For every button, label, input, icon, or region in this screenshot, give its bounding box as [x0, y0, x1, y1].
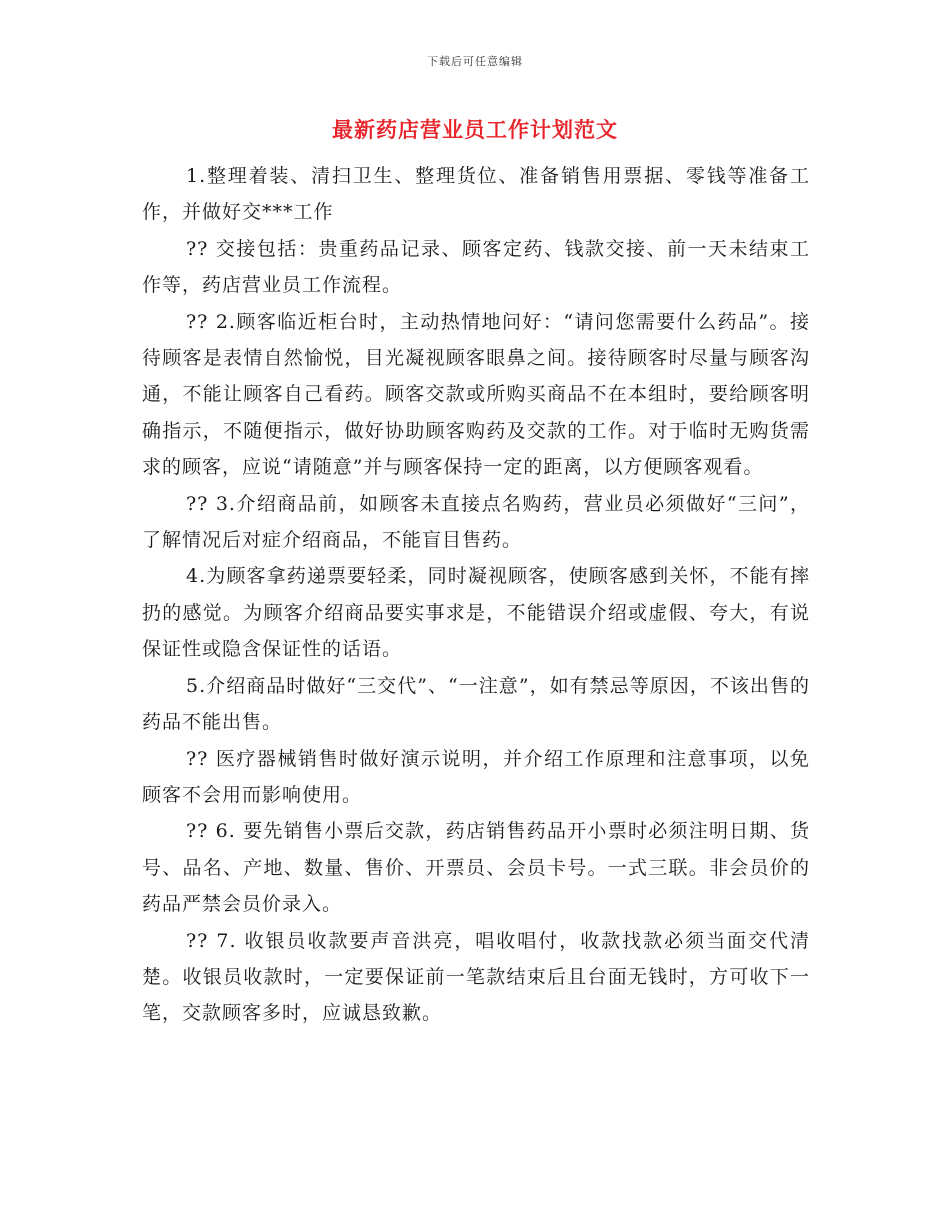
paragraph-4: ?? 3.介绍商品前，如顾客未直接点名购药，营业员必须做好“三问”，了解情况后对症介绍商品，不能盲目售药。	[142, 492, 810, 552]
paragraph-7: ?? 医疗器械销售时做好演示说明，并介绍工作原理和注意事项，以免顾客不会用而影响使用。	[142, 747, 810, 806]
document-body	[142, 158, 810, 1032]
paragraph-9: ?? 7. 收银员收款要声音洪亮，唱收唱付，收款找款必须当面交代清楚。收银员收款时，一定要保证前一笔款结束后且台面无钱时，方可收下一笔，交款顾客多时，应诚恳致歉。	[142, 929, 810, 1025]
paragraph-1: 1.整理着装、清扫卫生、整理货位、准备销售用票据、零钱等准备工作，并做好交***工作	[142, 165, 810, 224]
paragraph-2: ?? 交接包括：贵重药品记录、顾客定药、钱款交接、前一天未结束工作等，药店营业员工作流程。	[142, 237, 810, 297]
page-header-note: 下载后可任意编辑	[427, 55, 523, 68]
paragraph-8: ?? 6. 要先销售小票后交款，药店销售药品开小票时必须注明日期、货号、品名、产地、数量、售价、开票员、会员卡号。一式三联。非会员价的药品严禁会员价录入。	[142, 820, 810, 916]
paragraph-5: 4.为顾客拿药递票要轻柔，同时凝视顾客，使顾客感到关怀，不能有摔扔的感觉。为顾客介绍商品要实事求是，不能错误介绍或虚假、夸大，有说保证性或隐含保证性的话语。	[142, 565, 810, 661]
paragraph-3: ?? 2.顾客临近柜台时，主动热情地问好：“请问您需要什么药品”。接待顾客是表情自然愉悦，目光凝视顾客眼鼻之间。接待顾客时尽量与顾客沟通，不能让顾客自己看药。顾客交款或所购买商品不在本组时，要给顾客明确指示，不随便指示，做好协助顾客购药及交款的工作。对于临时无购货需求的顾客，应说“请随意”并与顾客保持一定的距离，以方便顾客观看。	[142, 310, 810, 479]
paragraph-6: 5.介绍商品时做好“三交代”、“一注意”，如有禁忌等原因，不该出售的药品不能出售。	[142, 674, 810, 734]
document-title: 最新药店营业员工作计划范文	[332, 117, 618, 142]
